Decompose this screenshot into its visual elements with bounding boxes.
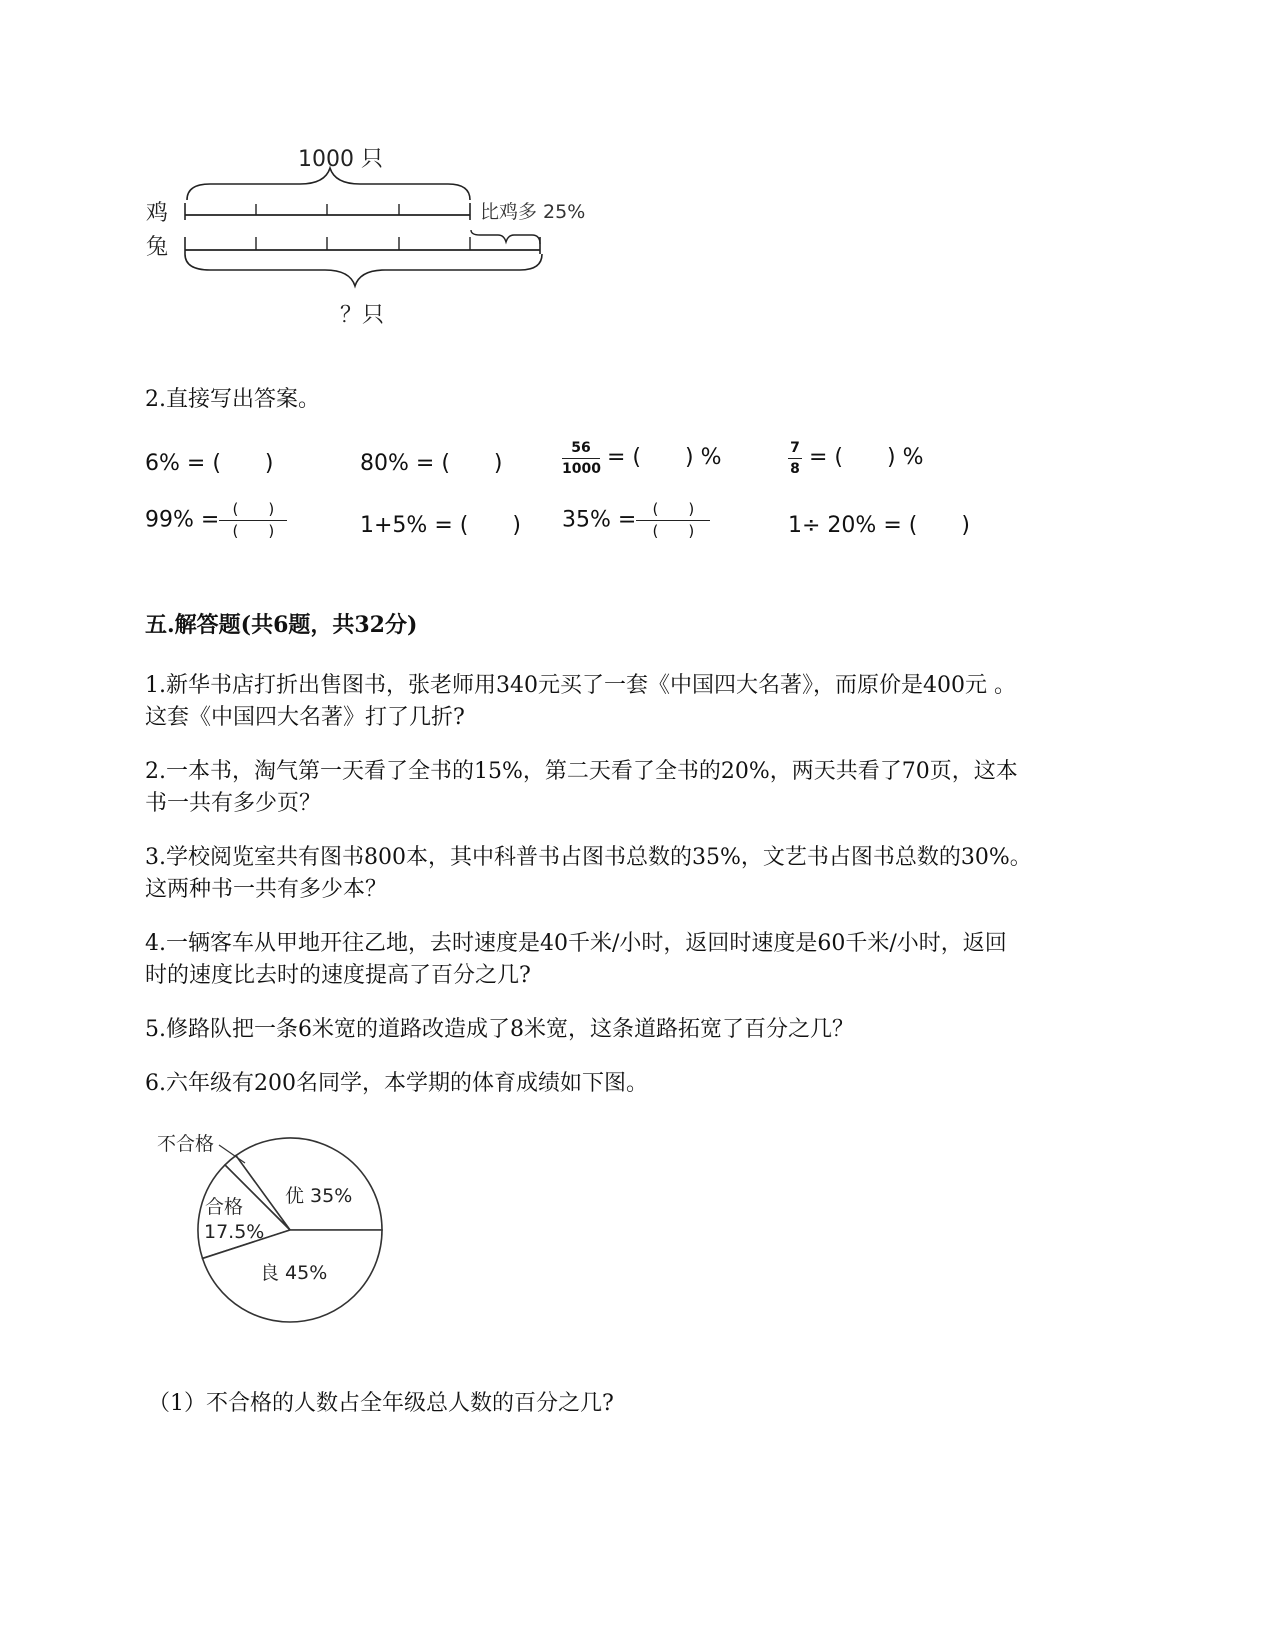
expr-rest: = ( ) % [809, 445, 924, 470]
q2-line1: 2.一本书，淘气第一天看了全书的15%，第二天看了全书的20%，两天共看了70页，这本 [145, 759, 1018, 784]
q5: 5.修路队把一条6米宽的道路改造成了8米宽，这条道路拓宽了百分之几？ [145, 1017, 854, 1042]
pie-label-excellent: 优 35% [285, 1185, 353, 1207]
expr-left: 35% = [562, 507, 637, 533]
q4-line2: 时的速度比去时的速度提高了百分之几? [145, 963, 531, 988]
pie-label-fail: 不合格 [157, 1133, 215, 1155]
frac-denominator: 8 [790, 460, 800, 477]
q4-line1: 4.一辆客车从甲地开往乙地，去时速度是40千米/小时，返回时速度是60千米/小时，返回 [145, 931, 1007, 956]
sub-question-1: （1）不合格的人数占全年级总人数的百分之几? [148, 1391, 614, 1416]
top-brace [187, 168, 470, 200]
bottom-label: ？只 [340, 303, 385, 328]
expr-left: 99% = [145, 507, 220, 533]
q3-line1: 3.学校阅览室共有图书800本，其中科普书占图书总数的35%，文艺书占图书总数的30%。 [145, 845, 1032, 870]
pie-label-pass-value: 17.5% [204, 1221, 265, 1243]
q1-line2: 这套《中国四大名著》打了几折? [145, 705, 465, 730]
expr-99-percent [145, 502, 287, 539]
pie-label-pass-name: 合格 [205, 1196, 244, 1218]
section5-heading: 五.解答题(共6题，共32分) [145, 612, 418, 638]
expr-1-div-20-percent: 1÷ 20% = ( ) [788, 513, 970, 538]
blank-numerator: ( ) [652, 500, 695, 518]
frac-numerator: 56 [571, 439, 591, 456]
q2-line2: 书一共有多少页？ [145, 791, 322, 816]
bottom-brace [185, 254, 542, 286]
q3-line2: 这两种书一共有多少本？ [145, 877, 388, 902]
frac-denominator: 1000 [562, 460, 601, 477]
side-label: 比鸡多 25% [480, 201, 586, 223]
pie-label-good: 良 45% [260, 1262, 328, 1284]
expr-1-plus-5-percent: 1+5% = ( ) [360, 513, 521, 538]
section2-title: 2.直接写出答案。 [145, 387, 320, 412]
top-label: 1000 只 [298, 147, 383, 172]
q1-line1: 1.新华书店打折出售图书，张老师用340元买了一套《中国四大名著》，而原价是400元 。 [145, 673, 1016, 698]
row2-label: 兔 [146, 235, 169, 260]
extra-brace [471, 230, 540, 244]
blank-denominator: ( ) [232, 522, 275, 540]
expr-35-percent [562, 502, 710, 539]
blank-numerator: ( ) [232, 500, 275, 518]
frac-numerator: 7 [790, 439, 800, 456]
row1-label: 鸡 [146, 201, 169, 226]
chicken-rabbit-diagram [140, 140, 600, 340]
expr-6-percent: 6% = ( ) [145, 451, 274, 476]
q6: 6.六年级有200名同学，本学期的体育成绩如下图。 [145, 1071, 648, 1096]
expr-56-over-1000 [562, 440, 722, 476]
expr-80-percent: 80% = ( ) [360, 451, 503, 476]
expr-7-over-8 [788, 440, 924, 476]
expr-rest: = ( ) % [607, 445, 722, 470]
pie-chart [145, 1125, 405, 1335]
blank-denominator: ( ) [652, 522, 695, 540]
